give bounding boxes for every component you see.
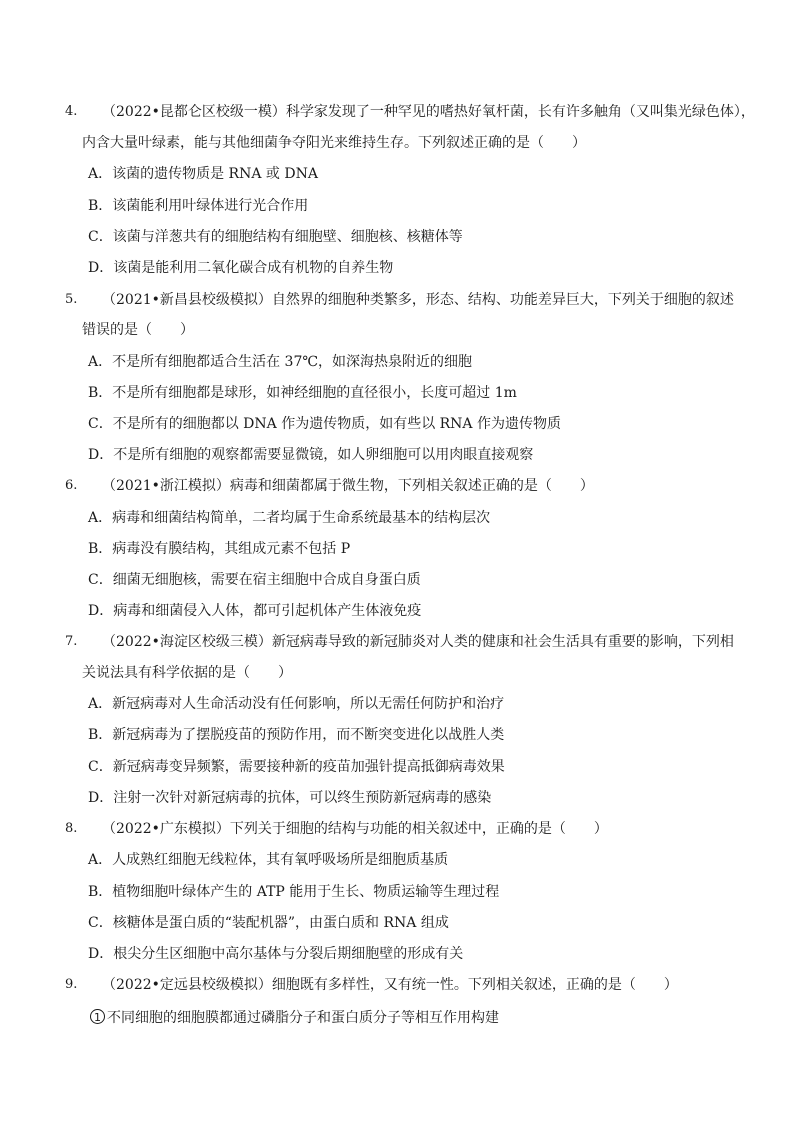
option-c: C．细菌无细胞核，需要在宿主细胞中合成自身蛋白质	[88, 572, 421, 588]
question-number: 4.	[65, 104, 78, 119]
option-b: B．新冠病毒为了摆脱疫苗的预防作用，而不断突变进化以战胜人类	[88, 727, 505, 743]
option-b: B．植物细胞叶绿体产生的 ATP 能用于生长、物质运输等生理过程	[88, 884, 500, 900]
question-number: 5.	[65, 292, 78, 307]
option-d: D．注射一次针对新冠病毒的抗体，可以终生预防新冠病毒的感染	[88, 790, 492, 806]
option-d: D．该菌是能利用二氧化碳合成有机物的自养生物	[88, 260, 394, 276]
question-stem: （2021•浙江模拟）病毒和细菌都属于微生物，下列相关叙述正确的是（ ）	[102, 478, 594, 494]
question-number: 8.	[65, 821, 78, 836]
question-stem: （2022•海淀区校级三模）新冠病毒导致的新冠肺炎对人类的健康和社会生活具有重要的影响，下列相	[102, 634, 734, 650]
question-number: 6.	[65, 478, 78, 493]
option-d: D．不是所有细胞的观察都需要显微镜，如人卵细胞可以用肉眼直接观察	[88, 447, 534, 463]
question-number: 7.	[65, 634, 78, 649]
option-b: B．不是所有细胞都是球形，如神经细胞的直径很小，长度可超过 1m	[88, 385, 517, 401]
statement-text: 不同细胞的细胞膜都通过磷脂分子和蛋白质分子等相互作用构建	[107, 1010, 499, 1026]
question-stem: （2021•新昌县校级模拟）自然界的细胞种类繁多，形态、结构、功能差异巨大，下列关于细胞的叙述	[102, 292, 734, 308]
question-stem-continued: 内含大量叶绿素，能与其他细菌争夺阳光来维持生存。下列叙述正确的是（ ）	[82, 135, 586, 151]
question-stem: （2022•昆都仑区校级一模）科学家发现了一种罕见的嗜热好氧杆菌，长有许多触角（又叫集光绿色体），	[102, 104, 755, 120]
question-stem: （2022•广东模拟）下列关于细胞的结构与功能的相关叙述中，正确的是（ ）	[102, 821, 608, 837]
question-stem-continued: 关说法具有科学依据的是（ ）	[82, 665, 292, 681]
question-stem: （2022•定远县校级模拟）细胞既有多样性，又有统一性。下列相关叙述，正确的是（ ）	[102, 977, 678, 993]
option-c: C．不是所有的细胞都以 DNA 作为遗传物质，如有些以 RNA 作为遗传物质	[88, 416, 561, 432]
option-a: A．病毒和细菌结构简单，二者均属于生命系统最基本的结构层次	[88, 510, 491, 526]
option-c: C．该菌与洋葱共有的细胞结构有细胞壁、细胞核、核糖体等	[88, 229, 463, 245]
option-c: C．核糖体是蛋白质的“装配机器”，由蛋白质和 RNA 组成	[88, 915, 449, 931]
option-a: A．不是所有细胞都适合生活在 37℃，如深海热泉附近的细胞	[88, 354, 473, 370]
option-a: A．新冠病毒对人生命活动没有任何影响，所以无需任何防护和治疗	[88, 696, 505, 712]
option-c: C．新冠病毒变异频繁，需要接种新的疫苗加强针提高抵御病毒效果	[88, 759, 505, 775]
option-d: D．病毒和细菌侵入人体，都可引起机体产生体液免疫	[88, 603, 422, 619]
option-d: D．根尖分生区细胞中高尔基体与分裂后期细胞壁的形成有关	[88, 946, 464, 962]
option-a: A．该菌的遗传物质是 RNA 或 DNA	[88, 166, 318, 182]
statement-1	[90, 1006, 499, 1030]
circled-number-marker: 1	[90, 1009, 105, 1024]
option-a: A．人成熟红细胞无线粒体，其有氧呼吸场所是细胞质基质	[88, 852, 449, 868]
option-b: B．该菌能利用叶绿体进行光合作用	[88, 198, 309, 214]
question-stem-continued: 错误的是（ ）	[82, 322, 194, 338]
question-number: 9.	[65, 977, 78, 992]
option-b: B．病毒没有膜结构，其组成元素不包括 P	[88, 541, 351, 557]
